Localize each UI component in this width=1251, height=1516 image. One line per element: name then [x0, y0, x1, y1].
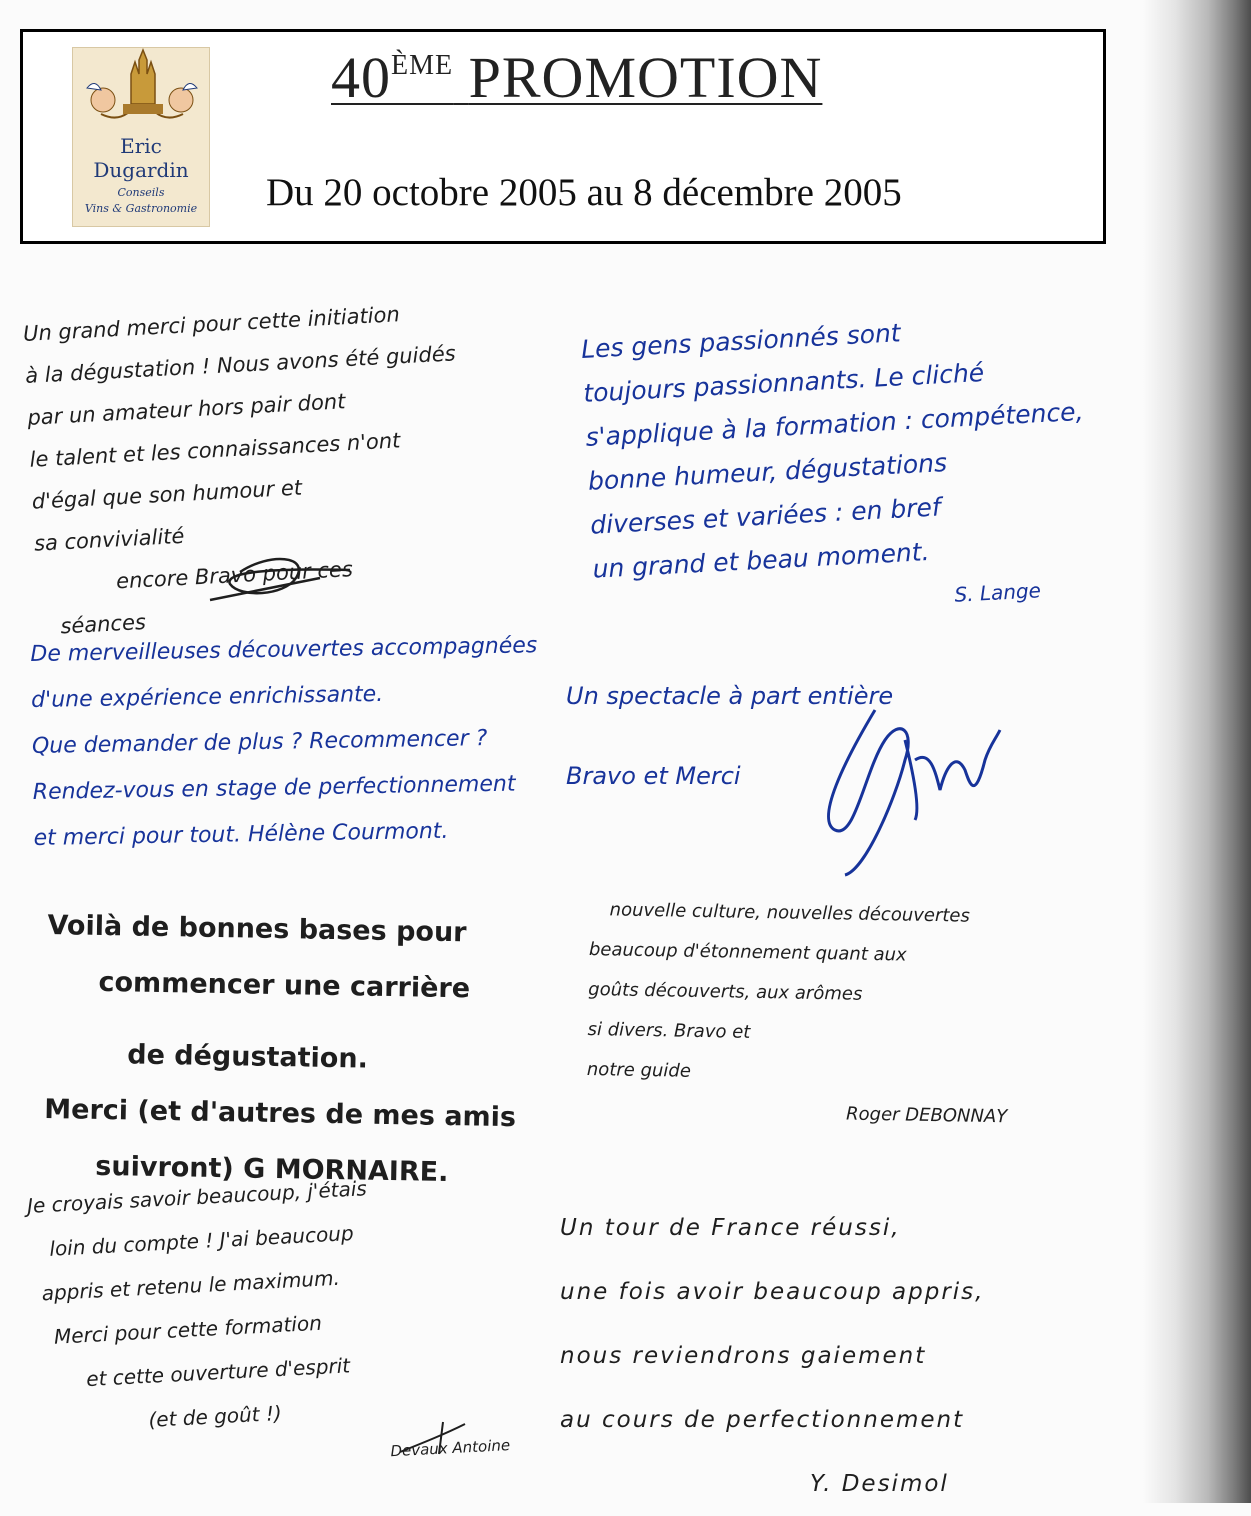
message-line: Merci pour cette formation — [53, 1310, 323, 1349]
header-banner — [20, 29, 1106, 244]
message-line: Les gens passionnés sont — [580, 318, 902, 364]
message-line: suivront) G MORNAIRE. — [95, 1150, 449, 1189]
signature-4 — [805, 700, 1005, 880]
message-line: De merveilleuses découvertes accompagnées — [30, 633, 538, 667]
message-line: goûts découverts, aux arômes — [588, 978, 863, 1005]
promotion-suffix: ÈME — [391, 50, 454, 81]
message-line: Je croyais savoir beaucoup, j'étais — [26, 1176, 368, 1218]
logo-subtitle-line2: Vins & Gastronomie — [84, 202, 198, 215]
logo-name-last: Dugardin — [93, 158, 189, 182]
message-line: Bravo et Merci — [566, 762, 741, 790]
promotion-word: PROMOTION — [468, 45, 823, 110]
message-line: par un amateur hors pair dont — [26, 389, 346, 430]
message-line: à la dégustation ! Nous avons été guidés — [24, 341, 457, 388]
message-line: Un tour de France réussi, — [560, 1215, 901, 1241]
message-line: au cours de perfectionnement — [560, 1407, 965, 1433]
message-line: beaucoup d'étonnement quant aux — [588, 938, 907, 966]
promotion-title — [331, 44, 822, 111]
message-line: appris et retenu le maximum. — [41, 1265, 341, 1306]
signature-1 — [200, 548, 360, 608]
message-signature: S. Lange — [953, 578, 1042, 607]
message-line: toujours passionnants. Le cliché — [582, 357, 985, 408]
message-signature: Devaux Antoine — [390, 1436, 511, 1461]
message-line: diverses et variées : en bref — [589, 492, 942, 540]
guestbook-message-3 — [30, 623, 541, 862]
message-signature: Y. Desimol — [810, 1471, 949, 1497]
message-line: Un grand merci pour cette initiation — [22, 302, 401, 346]
message-line: sa convivialité — [33, 523, 185, 556]
message-line: d'une expérience enrichissante. — [30, 681, 384, 713]
date-range: Du 20 octobre 2005 au 8 décembre 2005 — [266, 171, 902, 214]
guestbook-message-2 — [580, 302, 1094, 636]
guestbook-message-8 — [560, 1196, 984, 1516]
message-line: Voilà de bonnes bases pour — [47, 909, 467, 949]
message-line: et cette ouverture d'esprit — [85, 1353, 351, 1392]
message-line: un grand et beau moment. — [591, 537, 931, 584]
promotion-number: 40 — [331, 45, 391, 110]
message-line: et merci pour tout. Hélène Courmont. — [33, 818, 449, 851]
message-line: de dégustation. — [127, 1039, 369, 1075]
message-line: une fois avoir beaucoup appris, — [560, 1279, 985, 1305]
message-line: s'applique à la formation : compétence, — [584, 396, 1085, 452]
logo-name-first: Eric — [120, 134, 162, 158]
message-line: si divers. Bravo et — [587, 1018, 751, 1043]
signature-7 — [395, 1418, 475, 1458]
guestbook-message-6 — [586, 890, 1011, 1137]
message-line: nouvelle culture, nouvelles découvertes — [609, 899, 971, 927]
message-line: Que demander de plus ? Recommencer ? — [31, 726, 488, 759]
message-line: Un spectacle à part entière — [566, 682, 894, 710]
message-line: le talent et les connaissances n'ont — [29, 428, 401, 472]
message-line: notre guide — [586, 1058, 692, 1082]
message-line: d'égal que son humour et — [31, 475, 303, 514]
message-line: bonne humeur, dégustations — [587, 448, 948, 496]
message-line: commencer une carrière — [98, 966, 471, 1005]
logo-subtitle-line1: Conseils — [117, 186, 165, 199]
company-logo — [72, 47, 210, 227]
guestbook-message-5 — [43, 898, 520, 1202]
message-line: encore Bravo pour ces — [115, 557, 354, 594]
message-line: loin du compte ! J'ai beaucoup — [48, 1220, 355, 1261]
message-line: Merci (et d'autres de mes amis — [44, 1093, 517, 1134]
message-signature: Roger DEBONNAY — [845, 1103, 1008, 1128]
message-line: nous reviendrons gaiement — [560, 1343, 927, 1369]
message-line: séances — [59, 609, 147, 639]
book-spine-shadow — [1143, 0, 1251, 1503]
message-line: Rendez-vous en stage de perfectionnement — [32, 771, 516, 805]
message-line: (et de goût !) — [147, 1400, 283, 1432]
